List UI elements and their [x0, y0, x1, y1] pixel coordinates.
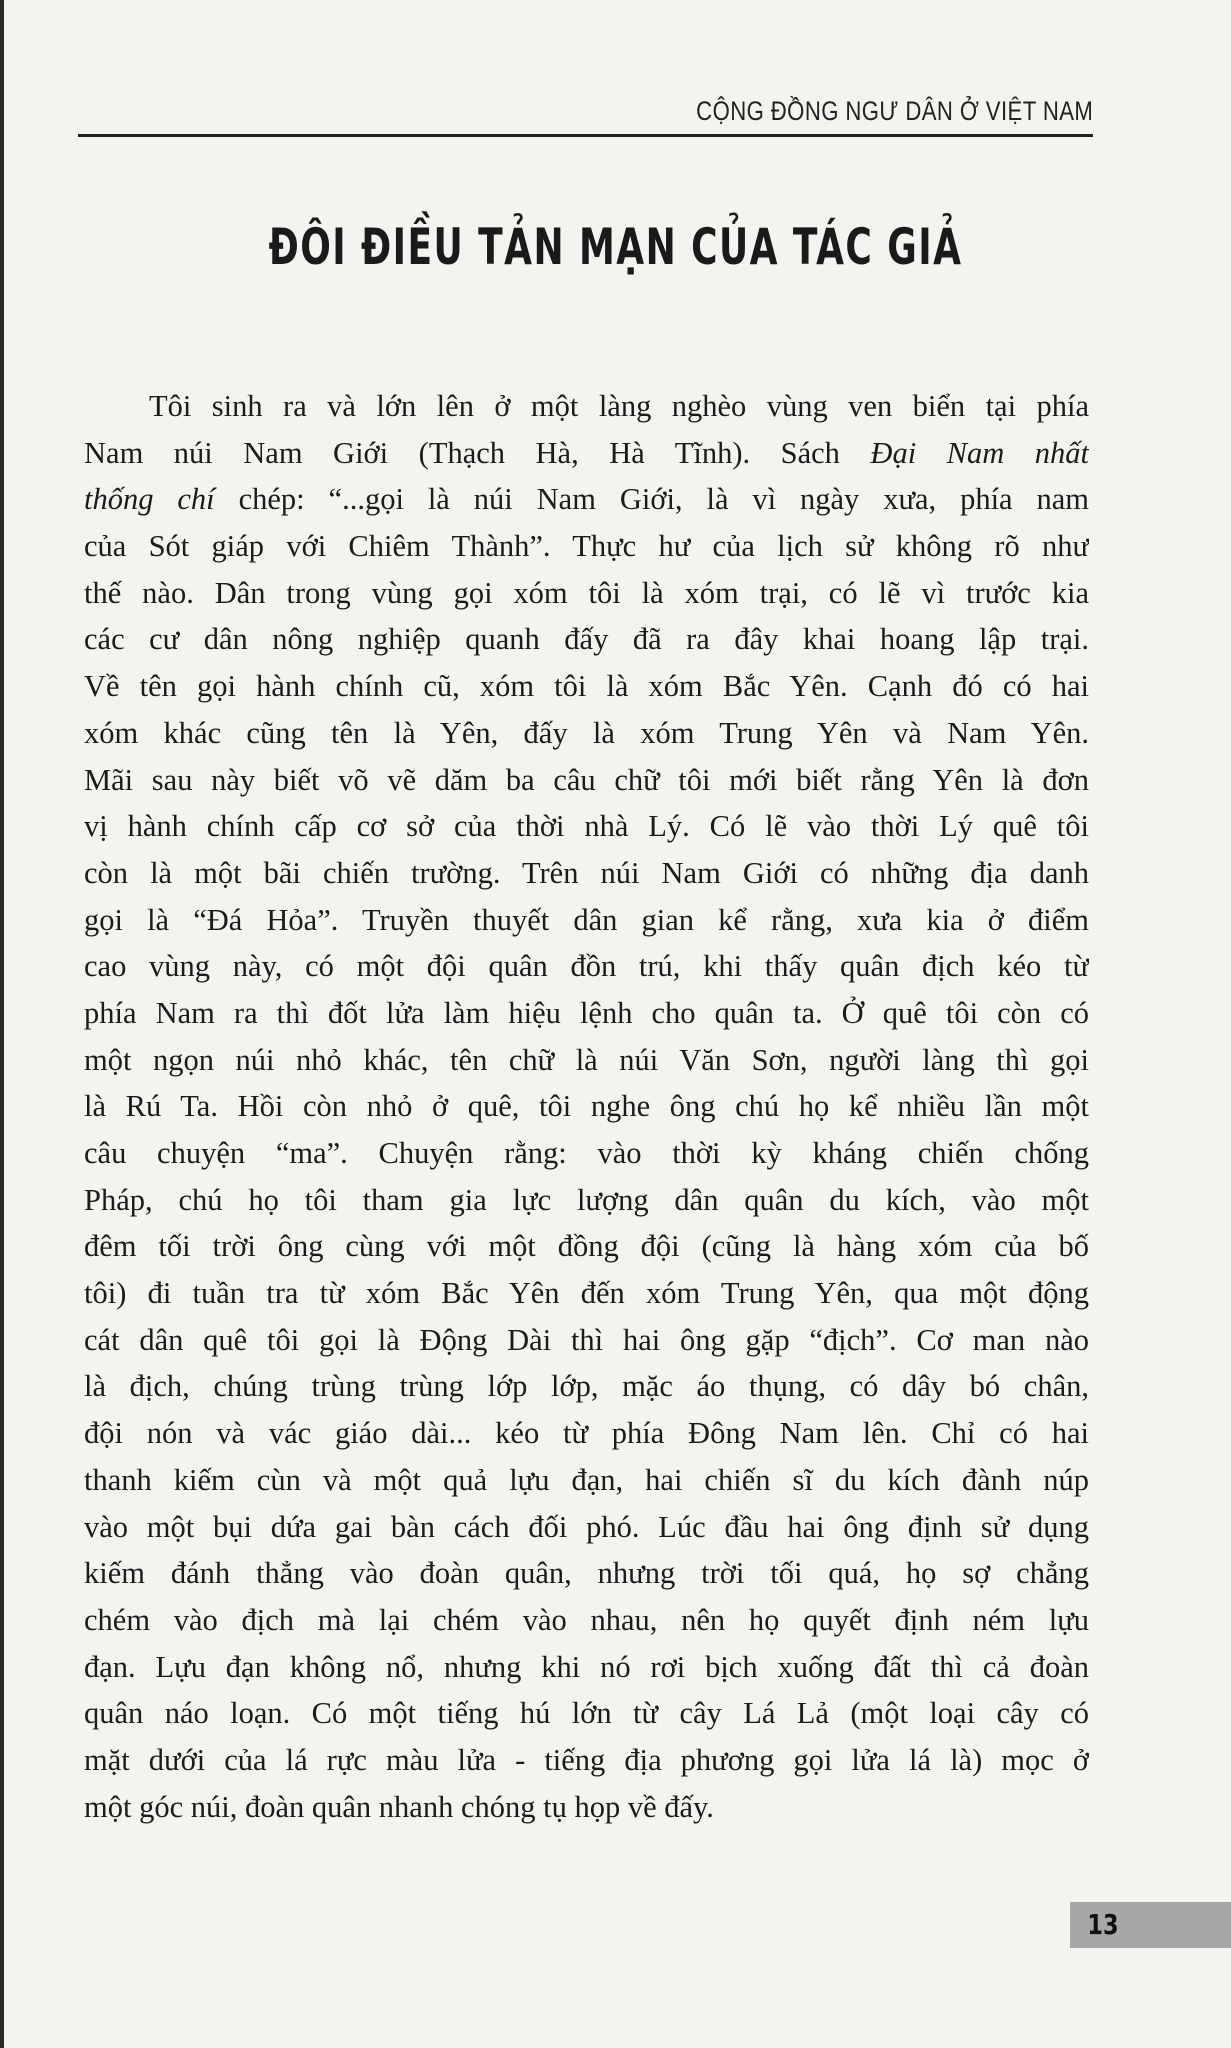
text-line: Về tên gọi hành chính cũ, xóm tôi là xóm Bắc Yên. Cạnh đó có hai [84, 669, 1089, 704]
text-line: vị hành chính cấp cơ sở của thời nhà Lý. Có lẽ vào thời Lý quê tôi [84, 809, 1089, 844]
text-line: kiếm đánh thẳng vào đoàn quân, nhưng trời tối quá, họ sợ chẳng [84, 1556, 1089, 1591]
text-line: Mãi sau này biết võ vẽ dăm ba câu chữ tôi mới biết rằng Yên là đơn [84, 762, 1089, 797]
text-line: còn là một bãi chiến trường. Trên núi Nam Giới có những địa danh [84, 855, 1089, 890]
text-line: là địch, chúng trùng trùng lớp lớp, mặc áo thụng, có dây bó chân, [84, 1369, 1089, 1404]
text-line: tôi) đi tuần tra từ xóm Bắc Yên đến xóm Trung Yên, qua một động [84, 1276, 1089, 1311]
text-line: một ngọn núi nhỏ khác, tên chữ là núi Văn Sơn, người làng thì gọi [84, 1042, 1089, 1077]
text-line: thế nào. Dân trong vùng gọi xóm tôi là xóm trại, có lẽ vì trước kia [84, 575, 1089, 610]
text-line: phía Nam ra thì đốt lửa làm hiệu lệnh cho quân ta. Ở quê tôi còn có [84, 995, 1089, 1030]
text-line [84, 476, 1089, 523]
text-line: của Sót giáp với Chiêm Thành”. Thực hư của lịch sử không rõ như [84, 529, 1089, 564]
text-line: các cư dân nông nghiệp quanh đấy đã ra đây khai hoang lập trại. [84, 622, 1089, 657]
body-text [84, 383, 1089, 1830]
book-title-italic: thống chí [84, 482, 215, 517]
book-title-italic: Đại Nam nhất [870, 435, 1089, 470]
text-line: đêm tối trời ông cùng với một đồng đội (cũng là hàng xóm của bố [84, 1229, 1089, 1264]
text-line: vào một bụi dứa gai bàn cách đối phó. Lúc đầu hai ông định sử dụng [84, 1509, 1089, 1544]
text-line: gọi là “Đá Hỏa”. Truyền thuyết dân gian kể rằng, xưa kia ở điểm [84, 902, 1089, 937]
text-segment: Nam núi Nam Giới (Thạch Hà, Hà Tĩnh). Sách [84, 435, 840, 470]
page-edge-shadow [0, 0, 4, 2048]
chapter-title: ĐÔI ĐIỀU TẢN MẠN CỦA TÁC GIẢ [268, 218, 963, 276]
text-line: đạn. Lựu đạn không nổ, nhưng khi nó rơi bịch xuống đất thì cả đoàn [84, 1649, 1089, 1684]
text-line: câu chuyện “ma”. Chuyện rằng: vào thời kỳ kháng chiến chống [84, 1136, 1089, 1170]
page-header [78, 92, 1093, 136]
text-segment: chép: “...gọi là núi Nam Giới, là vì ngày xưa, phía nam [238, 482, 1089, 517]
text-line: Tôi sinh ra và lớn lên ở một làng nghèo vùng ven biển tại phía [149, 389, 1089, 423]
text-line: đội nón và vác giáo dài... kéo từ phía Đông Nam lên. Chỉ có hai [84, 1416, 1089, 1451]
text-line: một góc núi, đoàn quân nhanh chóng tụ họp về đấy. [84, 1789, 714, 1824]
page-number: 13 [1087, 1908, 1119, 1941]
header-rule [78, 134, 1093, 137]
text-line: cao vùng này, có một đội quân đồn trú, khi thấy quân địch kéo từ [84, 949, 1089, 984]
text-line [84, 430, 1089, 477]
text-line: là Rú Ta. Hồi còn nhỏ ở quê, tôi nghe ông chú họ kể nhiều lần một [84, 1089, 1089, 1124]
text-line: thanh kiếm cùn và một quả lựu đạn, hai chiến sĩ du kích đành núp [84, 1462, 1089, 1497]
text-line: quân náo loạn. Có một tiếng hú lớn từ cây Lá Lả (một loại cây có [84, 1696, 1089, 1731]
text-line: xóm khác cũng tên là Yên, đấy là xóm Trung Yên và Nam Yên. [84, 715, 1089, 750]
text-line: cát dân quê tôi gọi là Động Dài thì hai ông gặp “địch”. Cơ man nào [84, 1322, 1089, 1357]
text-line: Pháp, chú họ tôi tham gia lực lượng dân quân du kích, vào một [84, 1182, 1089, 1217]
running-head: CỘNG ĐỒNG NGƯ DÂN Ở VIỆT NAM [695, 96, 1093, 126]
text-line: chém vào địch mà lại chém vào nhau, nên họ quyết định ném lựu [84, 1602, 1089, 1637]
text-line: mặt dưới của lá rực màu lửa - tiếng địa phương gọi lửa lá là) mọc ở [84, 1742, 1089, 1777]
